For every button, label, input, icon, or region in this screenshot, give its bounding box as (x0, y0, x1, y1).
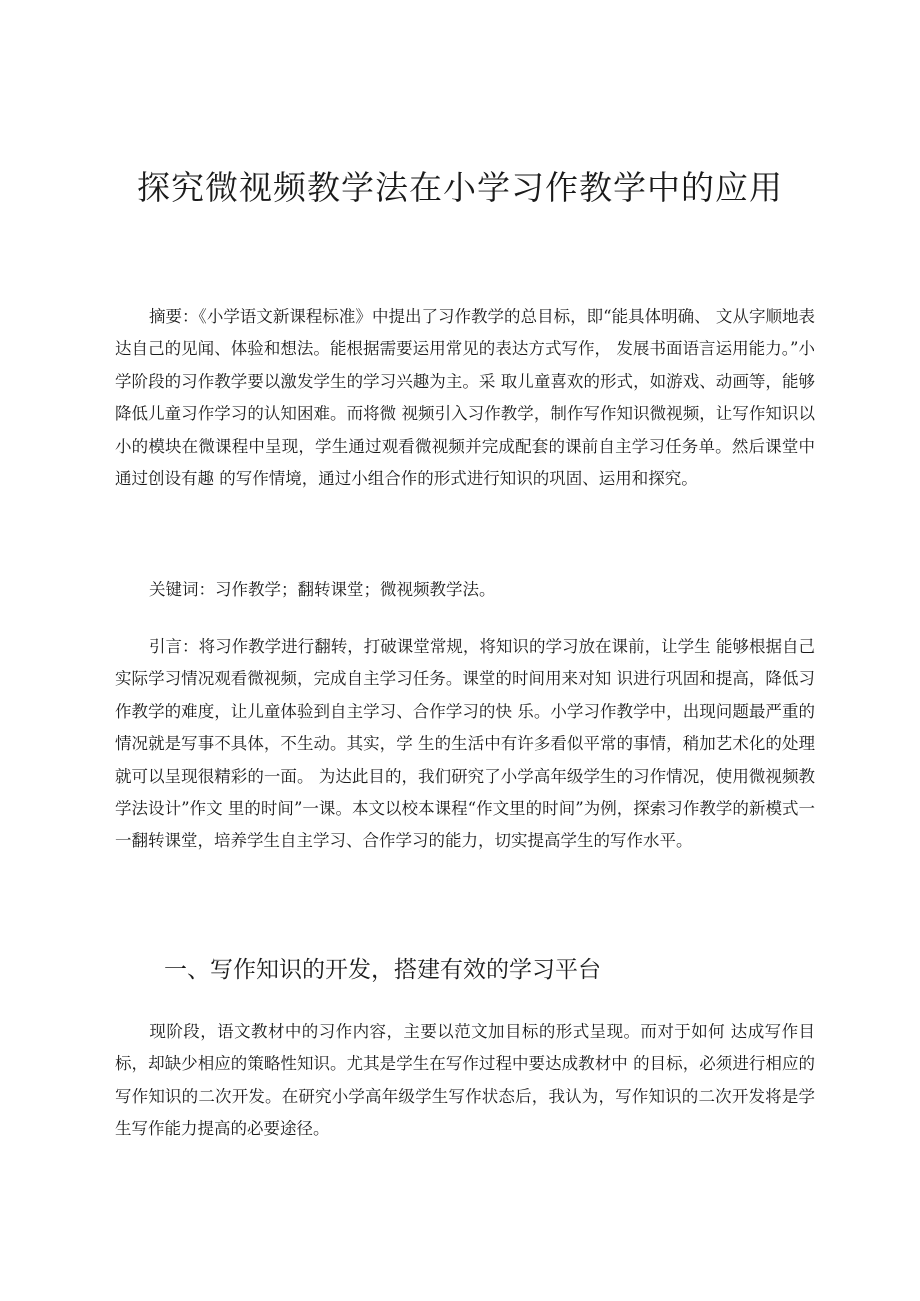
intro-paragraph (115, 631, 815, 858)
section1-paragraph (115, 1016, 815, 1146)
keywords-paragraph (115, 574, 815, 606)
abstract-paragraph (115, 301, 815, 495)
section1-text: 现阶段，语文教材中的习作内容，主要以范文加目标的形式呈现。而对于如何 达成写作目标，却缺少相应的策略性知识。尤其是学生在写作过程中要达成教材中 的目标，必须进行相应的写作知识的二次开发。在研究小学高年级学生写作状态后，我认为，写作知识的二次开发将是学生写作能力提高的必要途径。 (115, 1022, 815, 1139)
abstract-text: 摘要：《小学语文新课程标准》中提出了习作教学的总目标，即“能具体明确、 文从字顺地表达自己的见闻、体验和想法。能根据需要运用常见的表达方式写作， 发展书面语言运用能力。”小学阶段的习作教学要以激发学生的学习兴趣为主。采 取儿童喜欢的形式，如游戏、动画等，能够降低儿童习作学习的认知困难。而将微 视频引入习作教学，制作写作知识微视频，让写作知识以小的模块在微课程中呈现，学生通过观看微视频并完成配套的课前自主学习任务单。然后课堂中通过创设有趣 的写作情境，通过小组合作的形式进行知识的巩固、运用和探究。 (115, 307, 815, 489)
document-title: 探究微视频教学法在小学习作教学中的应用 (137, 168, 783, 207)
intro-text: 引言：将习作教学进行翻转，打破课堂常规，将知识的学习放在课前，让学生 能够根据自己实际学习情况观看微视频，完成自主学习任务。课堂的时间用来对知 识进行巩固和提高，降低习作教学的难度，让儿童体验到自主学习、合作学习的快 乐。小学习作教学中，出现问题最严重的情况就是写事不具体，不生动。其实，学 生的生活中有许多看似平常的事情，稍加艺术化的处理就可以呈现很精彩的一面。 为达此目的，我们研究了小学高年级学生的习作情况，使用微视频教学法设计”作文 里的时间”一课。本文以校本课程“作文里的时间”为例，探索习作教学的新模式一 一翻转课堂，培养学生自主学习、合作学习的能力，切实提高学生的写作水平。 (115, 637, 815, 851)
keywords-text: 关键词：习作教学；翻转课堂；微视频教学法。 (149, 580, 496, 599)
section-heading-1: 一、写作知识的开发，搭建有效的学习平台 (164, 957, 601, 983)
